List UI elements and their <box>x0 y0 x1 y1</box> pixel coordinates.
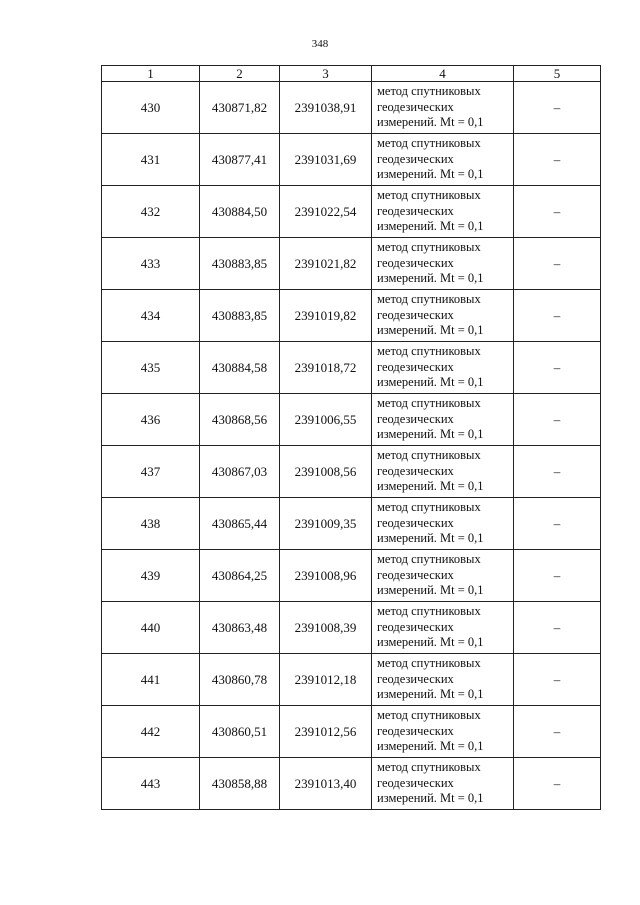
point-number-cell: 437 <box>102 446 200 498</box>
method-cell: метод спутниковых геодезических измерений. Mt = 0,1 <box>372 186 514 238</box>
table-row <box>102 550 601 602</box>
note-cell: – <box>514 550 601 602</box>
table-row <box>102 186 601 238</box>
point-number-cell: 439 <box>102 550 200 602</box>
x-coordinate-cell: 430883,85 <box>200 290 280 342</box>
y-coordinate-cell: 2391019,82 <box>280 290 372 342</box>
table-row <box>102 290 601 342</box>
note-cell: – <box>514 82 601 134</box>
y-coordinate-cell: 2391013,40 <box>280 758 372 810</box>
y-coordinate-cell: 2391031,69 <box>280 134 372 186</box>
column-header-4: 4 <box>372 66 514 82</box>
point-number-cell: 436 <box>102 394 200 446</box>
column-header-3: 3 <box>280 66 372 82</box>
point-number-cell: 440 <box>102 602 200 654</box>
coordinates-table <box>101 65 601 810</box>
point-number-cell: 442 <box>102 706 200 758</box>
column-header-5: 5 <box>514 66 601 82</box>
method-cell: метод спутниковых геодезических измерений. Mt = 0,1 <box>372 498 514 550</box>
column-header-1: 1 <box>102 66 200 82</box>
table-body <box>102 82 601 810</box>
note-cell: – <box>514 654 601 706</box>
method-cell: метод спутниковых геодезических измерений. Mt = 0,1 <box>372 654 514 706</box>
x-coordinate-cell: 430884,58 <box>200 342 280 394</box>
note-cell: – <box>514 342 601 394</box>
table-row <box>102 238 601 290</box>
table-row <box>102 134 601 186</box>
table-row <box>102 706 601 758</box>
y-coordinate-cell: 2391006,55 <box>280 394 372 446</box>
y-coordinate-cell: 2391021,82 <box>280 238 372 290</box>
method-cell: метод спутниковых геодезических измерений. Mt = 0,1 <box>372 446 514 498</box>
note-cell: – <box>514 394 601 446</box>
page-number: 348 <box>311 38 329 50</box>
table-row <box>102 758 601 810</box>
y-coordinate-cell: 2391008,96 <box>280 550 372 602</box>
method-cell: метод спутниковых геодезических измерений. Mt = 0,1 <box>372 238 514 290</box>
note-cell: – <box>514 446 601 498</box>
point-number-cell: 434 <box>102 290 200 342</box>
note-cell: – <box>514 134 601 186</box>
method-cell: метод спутниковых геодезических измерений. Mt = 0,1 <box>372 706 514 758</box>
x-coordinate-cell: 430868,56 <box>200 394 280 446</box>
table-row <box>102 446 601 498</box>
table-row <box>102 654 601 706</box>
y-coordinate-cell: 2391012,18 <box>280 654 372 706</box>
point-number-cell: 443 <box>102 758 200 810</box>
point-number-cell: 441 <box>102 654 200 706</box>
x-coordinate-cell: 430883,85 <box>200 238 280 290</box>
x-coordinate-cell: 430858,88 <box>200 758 280 810</box>
method-cell: метод спутниковых геодезических измерений. Mt = 0,1 <box>372 394 514 446</box>
note-cell: – <box>514 706 601 758</box>
x-coordinate-cell: 430860,78 <box>200 654 280 706</box>
note-cell: – <box>514 186 601 238</box>
y-coordinate-cell: 2391009,35 <box>280 498 372 550</box>
table-row <box>102 394 601 446</box>
y-coordinate-cell: 2391008,56 <box>280 446 372 498</box>
point-number-cell: 433 <box>102 238 200 290</box>
note-cell: – <box>514 602 601 654</box>
x-coordinate-cell: 430871,82 <box>200 82 280 134</box>
x-coordinate-cell: 430864,25 <box>200 550 280 602</box>
note-cell: – <box>514 290 601 342</box>
y-coordinate-cell: 2391018,72 <box>280 342 372 394</box>
point-number-cell: 435 <box>102 342 200 394</box>
table-row <box>102 602 601 654</box>
method-cell: метод спутниковых геодезических измерений. Mt = 0,1 <box>372 602 514 654</box>
method-cell: метод спутниковых геодезических измерений. Mt = 0,1 <box>372 342 514 394</box>
table-header-row <box>102 66 601 82</box>
x-coordinate-cell: 430863,48 <box>200 602 280 654</box>
note-cell: – <box>514 498 601 550</box>
x-coordinate-cell: 430884,50 <box>200 186 280 238</box>
method-cell: метод спутниковых геодезических измерений. Mt = 0,1 <box>372 134 514 186</box>
point-number-cell: 430 <box>102 82 200 134</box>
y-coordinate-cell: 2391012,56 <box>280 706 372 758</box>
x-coordinate-cell: 430877,41 <box>200 134 280 186</box>
table-row <box>102 498 601 550</box>
method-cell: метод спутниковых геодезических измерений. Mt = 0,1 <box>372 758 514 810</box>
point-number-cell: 432 <box>102 186 200 238</box>
point-number-cell: 438 <box>102 498 200 550</box>
method-cell: метод спутниковых геодезических измерений. Mt = 0,1 <box>372 550 514 602</box>
column-header-2: 2 <box>200 66 280 82</box>
table-row <box>102 342 601 394</box>
y-coordinate-cell: 2391008,39 <box>280 602 372 654</box>
method-cell: метод спутниковых геодезических измерений. Mt = 0,1 <box>372 82 514 134</box>
x-coordinate-cell: 430867,03 <box>200 446 280 498</box>
point-number-cell: 431 <box>102 134 200 186</box>
method-cell: метод спутниковых геодезических измерений. Mt = 0,1 <box>372 290 514 342</box>
y-coordinate-cell: 2391038,91 <box>280 82 372 134</box>
y-coordinate-cell: 2391022,54 <box>280 186 372 238</box>
table-row <box>102 82 601 134</box>
note-cell: – <box>514 238 601 290</box>
x-coordinate-cell: 430860,51 <box>200 706 280 758</box>
note-cell: – <box>514 758 601 810</box>
x-coordinate-cell: 430865,44 <box>200 498 280 550</box>
